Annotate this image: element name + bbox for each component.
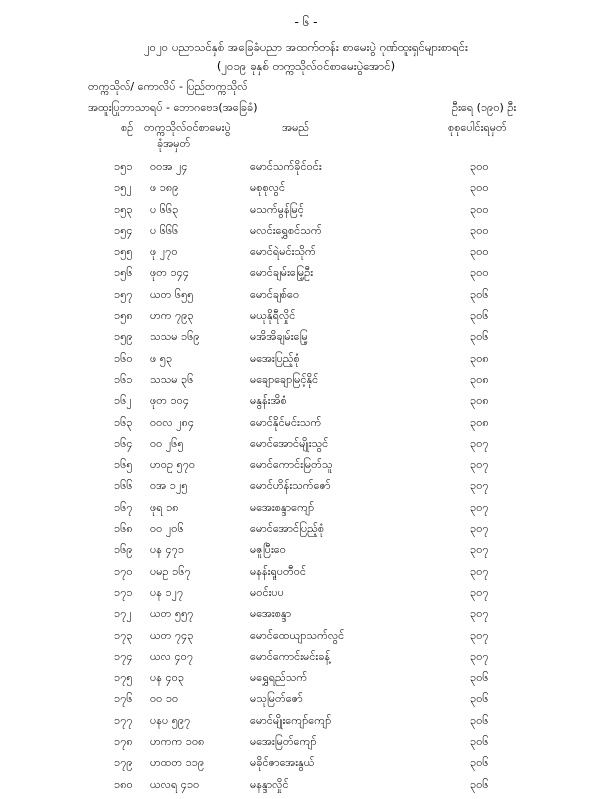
row-number: ၁၅၉ (114, 330, 133, 344)
student-name: မဇူပြီးဝေ (250, 543, 286, 557)
total-score: ၃၀၆ (470, 287, 489, 301)
row-number: ၁၆၁ (114, 372, 133, 386)
student-name: မအေးမြတ်ကျော် (250, 735, 317, 749)
table-row (0, 181, 612, 202)
student-name: မောင်ကောင်းမြတ်သူ (250, 458, 333, 472)
table-row (0, 352, 612, 373)
table-row (0, 714, 612, 735)
roll-number: ဖုတ ၁၄၄ (150, 266, 190, 280)
row-number: ၁၅၁ (114, 160, 133, 173)
table-row (0, 778, 612, 799)
total-score: ၃၀၆ (470, 735, 489, 749)
table-row (0, 756, 612, 777)
student-name: မယုနိုရီလှိုင် (250, 309, 296, 323)
student-name: မနွန်းအိစံ (250, 394, 287, 408)
table-row (0, 543, 612, 564)
table-row (0, 394, 612, 415)
total-score: ၃၀၇ (470, 564, 489, 578)
total-score: ၃၀၆ (470, 671, 489, 685)
document-subtitle: (၂၀၁၉ ခုနှစ် တက္ကသိုလ်ဝင်စာမေးပွဲအောင်) (216, 59, 396, 73)
total-score: ၃၀၈ (470, 351, 489, 365)
header-roll: တက္ကသိုလ်ဝင်စာမေးပွဲ (144, 121, 231, 134)
header-score: စုစုပေါင်းရမှတ် (448, 121, 507, 134)
student-name: မအေးပြည့်စုံ (250, 351, 300, 365)
row-number: ၁၆၂ (114, 394, 132, 408)
table-row (0, 288, 612, 309)
roll-number: ဝဝအ ၂၄ (150, 160, 188, 173)
student-name: မဝင်းပပ (250, 585, 284, 599)
row-number: ၁၆၇ (114, 500, 133, 514)
row-number: ၁၅၅ (114, 245, 133, 259)
table-row (0, 458, 612, 479)
table-row (0, 373, 612, 394)
table-row (0, 160, 612, 181)
total-score: ၃၀၆ (470, 777, 489, 791)
student-name: မောင်ကောင်းမင်းခန့် (250, 649, 331, 663)
roll-number: သသမ ၁၆၉ (150, 330, 200, 344)
header-no: စဉ် (121, 121, 134, 134)
roll-number: ဖု ၂၇၀ (150, 245, 178, 259)
total-score: ၃၀၆ (470, 713, 489, 727)
row-number: ၁၅၆ (114, 266, 133, 280)
roll-number: ဝဝ ၂၆၅ (150, 436, 184, 450)
row-number: ၁၅၄ (114, 223, 133, 237)
row-number: ၁၆၄ (114, 436, 133, 450)
student-name: မောင်ဟိန်းသက်ဇော် (250, 479, 331, 493)
roll-number: ပ ၆၆၆ (150, 223, 179, 237)
roll-number: ပ ၆၆၃ (150, 202, 179, 216)
row-number: ၁၆၉ (114, 543, 133, 557)
roll-number: ဝဝလ ၂၈၄ (150, 415, 195, 429)
total-score: ၃၀၇ (470, 543, 489, 557)
student-name: မချောချောမြင့်နိုင် (250, 372, 319, 386)
table-row (0, 245, 612, 266)
row-number: ၁၇၈ (114, 735, 133, 749)
roll-number: ဟကက ၁၀၈ (150, 735, 205, 749)
row-number: ၁၇၀ (114, 564, 133, 578)
roll-number: ပန ၁၂၇ (150, 585, 184, 599)
table-row (0, 266, 612, 287)
roll-number: ယတ ၅၅၇ (150, 607, 194, 621)
student-name: မနန္ဒာလှိုင် (250, 777, 289, 791)
table-row (0, 416, 612, 437)
table-row (0, 735, 612, 756)
table-row (0, 479, 612, 500)
row-number: ၁၅၇ (114, 287, 133, 301)
roll-number: ဝအ ၁၂၅ (150, 479, 188, 493)
table-row (0, 330, 612, 351)
total-score: ၃၀၈ (470, 415, 489, 429)
row-number: ၁၆၃ (114, 415, 133, 429)
row-number: ၁၇၅ (114, 671, 133, 685)
roll-number: ဝဝ ၁၀ (150, 692, 179, 706)
table-row (0, 629, 612, 650)
table-row (0, 586, 612, 607)
total-score: ၃၀၇ (470, 458, 489, 472)
roll-number: ပမဥ ၁၆၇ (150, 564, 191, 578)
row-number: ၁၇၃ (114, 628, 133, 642)
document-title: ၂၀၂၀ ပညာသင်နှစ် အခြေခံပညာ အထက်တန်း စာမေးပွဲ ဂုဏ်ထူးရှင်များစာရင်း (144, 40, 468, 54)
roll-number: သသမ ၃၆ (150, 372, 194, 386)
page-number: - ၆ - (294, 15, 318, 29)
student-name: မအေးစန္ဒာ (250, 607, 292, 621)
row-number: ၁၆၈ (114, 522, 133, 536)
student-name: မောင်နိုင်မင်းသက် (250, 415, 322, 429)
student-name: မလင်းရွှေစင်သက် (250, 223, 322, 237)
row-number: ၁၇၄ (114, 649, 133, 663)
roll-number: ဟဝဥ ၅၇၀ (150, 458, 196, 472)
student-name: မောင်ရဲမင်းသိုက် (250, 245, 316, 259)
total-score: ၃၀၆ (470, 756, 489, 770)
header-name: အမည် (282, 121, 310, 134)
total-score: ၃၀၀ (470, 266, 489, 280)
table-row (0, 671, 612, 692)
student-name: မအေးစန္ဒာကျော် (250, 500, 315, 514)
total-score: ၃၀၇ (470, 607, 489, 621)
roll-number: ပန ၄၇၁ (150, 543, 185, 557)
roll-number: ဟထတ ၁၁၉ (150, 756, 205, 770)
student-name: မောင်အောင်မျိုးသွင် (250, 436, 329, 450)
roll-number: ယလ ၄၀၇ (150, 649, 194, 663)
total-score: ၃၀၇ (470, 649, 489, 663)
table-row (0, 692, 612, 713)
table-row (0, 565, 612, 586)
total-score: ၃၀၇ (470, 522, 489, 536)
total-score: ၃၀၆ (470, 692, 489, 706)
table-row (0, 203, 612, 224)
table-row (0, 650, 612, 671)
student-name: မောင်ချမ်းမြေ့ဦး (250, 266, 314, 280)
row-number: ၁၇၁ (114, 585, 133, 599)
table-row (0, 437, 612, 458)
table-row (0, 224, 612, 245)
table-row (0, 501, 612, 522)
student-name: မောင်မျိုးကျော်ကျော် (250, 713, 332, 727)
roll-number: ပန ၄၀၃ (150, 671, 185, 685)
row-number: ၁၅၃ (114, 202, 133, 216)
total-score: ၃၀၇ (470, 500, 489, 514)
student-name: မခိုင်ဇာအေးနွယ် (250, 756, 315, 770)
total-score: ၃၀၀ (470, 223, 489, 237)
row-number: ၁၇၆ (114, 692, 133, 706)
roll-number: ယတ ၆၅၅ (150, 287, 194, 301)
student-name: မအိအိချမ်းမြေ့ (250, 330, 308, 344)
student-name: မောင်အောင်ပြည့်စုံ (250, 522, 325, 536)
total-score: ၃၀၀ (470, 160, 489, 173)
roll-number: ယတ ၇၄၃ (150, 628, 194, 642)
table-row (0, 309, 612, 330)
total-score: ၃၀၀ (470, 181, 489, 195)
total-score: ၃၀၀ (470, 202, 489, 216)
university-line: တက္ကသိုလ်/ ကောလိပ် - ပြည်တက္ကသိုလ် (88, 80, 248, 93)
roll-number: ယလရ ၄၁၀ (150, 777, 200, 791)
roll-number: ဖုတ ၁၀၄ (150, 394, 190, 408)
row-number: ၁၈၀ (114, 777, 133, 791)
total-score: ၃၀၈ (470, 372, 489, 386)
roll-number: ဟက ၇၉၃ (150, 309, 194, 323)
student-name: မစုစုလွင် (250, 181, 286, 195)
row-number: ၁၅၂ (114, 181, 132, 195)
row-number: ၁၆၆ (114, 479, 133, 493)
student-name: မောင်ချစ်ဝေ (250, 287, 300, 301)
total-score: ၃၀၇ (470, 479, 489, 493)
results-table (0, 160, 612, 799)
subject-line: အထူးပြုဘာသာရပ် - ဘောဂဗေဒ(အခြေခံ) (88, 101, 258, 114)
total-score: ၃၀၆ (470, 309, 489, 323)
row-number: ၁၆၀ (114, 351, 133, 365)
table-row (0, 607, 612, 628)
row-number: ၁၇၇ (114, 713, 133, 727)
total-score: ၃၀၈ (470, 394, 489, 408)
roll-number: ဖ ၅၃ (150, 351, 173, 365)
row-number: ၁၇၉ (114, 756, 133, 770)
total-score: ၃၀၇ (470, 585, 489, 599)
student-name: မရွှေရည်သက် (250, 671, 308, 685)
total-score: ၃၀၀ (470, 245, 489, 259)
roll-number: ပနပ ၅၉၇ (150, 713, 191, 727)
total-score: ၃၀၇ (470, 436, 489, 450)
roll-number: ဖ ၁၈၉ (150, 181, 179, 195)
total-score: ၃၀၆ (470, 330, 489, 344)
student-name: မနန်းရူပတီဝင် (250, 564, 307, 578)
header-roll-number: ခုံအမှတ် (157, 137, 191, 150)
table-row (0, 522, 612, 543)
student-name: မောင်သက်ခိုင်ဝင်း (250, 160, 322, 173)
row-number: ၁၆၅ (114, 458, 133, 472)
total-score: ၃၀၇ (470, 628, 489, 642)
student-name: မသုမြတ်ဇော် (250, 692, 303, 706)
roll-number: ဝဝ ၂၀၆ (150, 522, 184, 536)
row-number: ၁၇၂ (114, 607, 132, 621)
student-name: မသက်မွန်မြင့် (250, 202, 304, 216)
total-count: ဦးရေ (၁၉၀) ဦး (452, 101, 517, 114)
roll-number: ဖုရ ၁၈ (150, 500, 179, 514)
row-number: ၁၅၈ (114, 309, 133, 323)
student-name: မောင်ထေယျာသက်လွင် (250, 628, 345, 642)
